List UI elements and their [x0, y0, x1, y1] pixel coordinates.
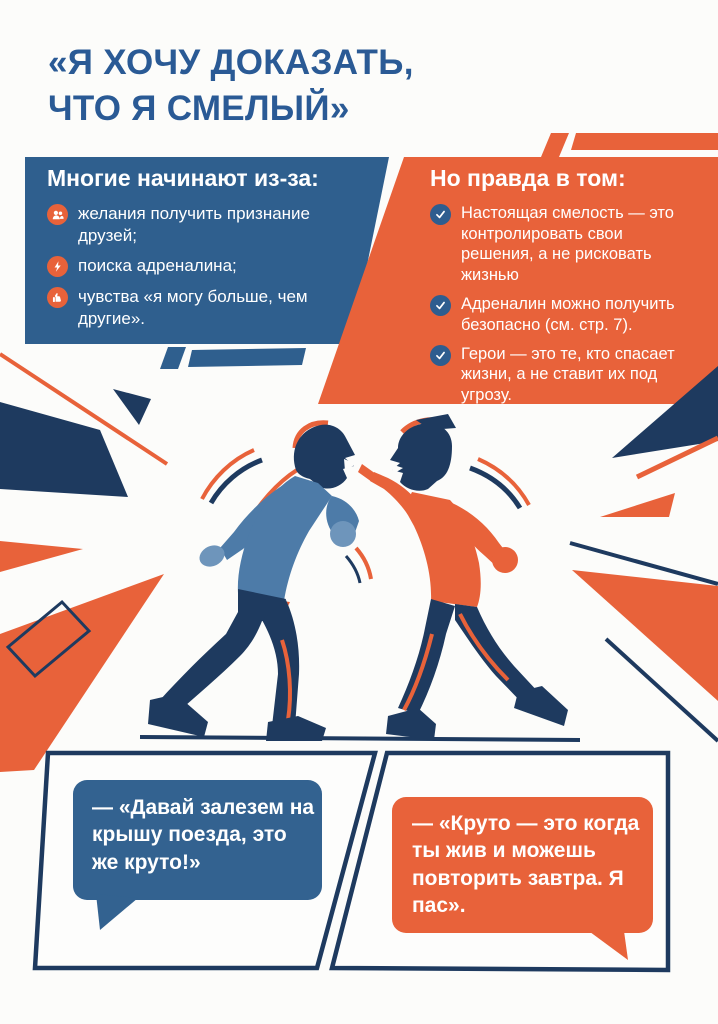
torso-shirt [238, 476, 332, 601]
reasons-heading: Многие начинают из-за: [47, 165, 319, 191]
truth-text: Герои — это те, кто спасает жизни, а не ставит их под угрозу. [461, 345, 675, 404]
list-item [47, 203, 347, 246]
ground-line [140, 737, 580, 740]
torso-shirt [404, 492, 481, 607]
slash-decoration [541, 133, 569, 157]
truths-box [430, 166, 692, 414]
motion-arc [211, 460, 262, 503]
reason-text: чувства «я могу больше, чем другие». [78, 287, 308, 328]
reasons-list [47, 203, 347, 329]
head [390, 423, 452, 490]
check-icon [430, 345, 451, 366]
truths-list [430, 203, 692, 405]
figure-boy-orange [358, 414, 568, 740]
thumbs-up-icon [47, 287, 68, 308]
title-line-1: «Я ХОЧУ ДОКАЗАТЬ, [48, 43, 414, 82]
slash-decoration [188, 348, 306, 367]
reason-text: поиска адреналина; [78, 256, 237, 276]
left-shards-decoration [0, 354, 167, 772]
reasons-box [47, 166, 347, 338]
fist [330, 521, 356, 547]
slash-decoration [571, 133, 718, 150]
truth-text: Адреналин можно получить безопасно (см. стр. 7). [461, 295, 675, 334]
shoe [386, 708, 436, 740]
list-item [47, 286, 347, 329]
fist [492, 547, 518, 573]
reason-text: желания получить признание друзей; [78, 204, 311, 245]
front-leg [262, 600, 299, 726]
list-item [430, 203, 692, 285]
list-item [47, 255, 347, 277]
mouth [344, 459, 356, 471]
lightning-icon [47, 256, 68, 277]
right-shards-decoration [570, 366, 718, 741]
title-line-2: ЧТО Я СМЕЛЫЙ» [48, 88, 350, 128]
back-leg [160, 589, 286, 714]
shoe [514, 686, 568, 726]
pointing-finger [358, 464, 376, 482]
truths-heading: Но правда в том: [430, 165, 626, 191]
list-item [430, 294, 692, 335]
truth-text: Настоящая смелость — это контролировать свои решения, а не рисковать жизнью [461, 204, 674, 284]
figure-boy-blue [148, 423, 371, 741]
motion-arc [478, 459, 529, 505]
check-icon [430, 295, 451, 316]
list-item [430, 344, 692, 405]
motion-arc [470, 468, 520, 508]
poster-title [48, 40, 608, 131]
shoe [148, 694, 208, 737]
quote-left-text: — «Давай залезем на крышу поезда, это же круто!» [92, 796, 315, 874]
slash-decoration [160, 347, 186, 369]
check-icon [430, 204, 451, 225]
quote-right-text: — «Круто — это когда ты жив и можешь повторить завтра. Я пас». [412, 812, 640, 917]
motion-arc [202, 450, 254, 499]
group-icon [47, 204, 68, 225]
